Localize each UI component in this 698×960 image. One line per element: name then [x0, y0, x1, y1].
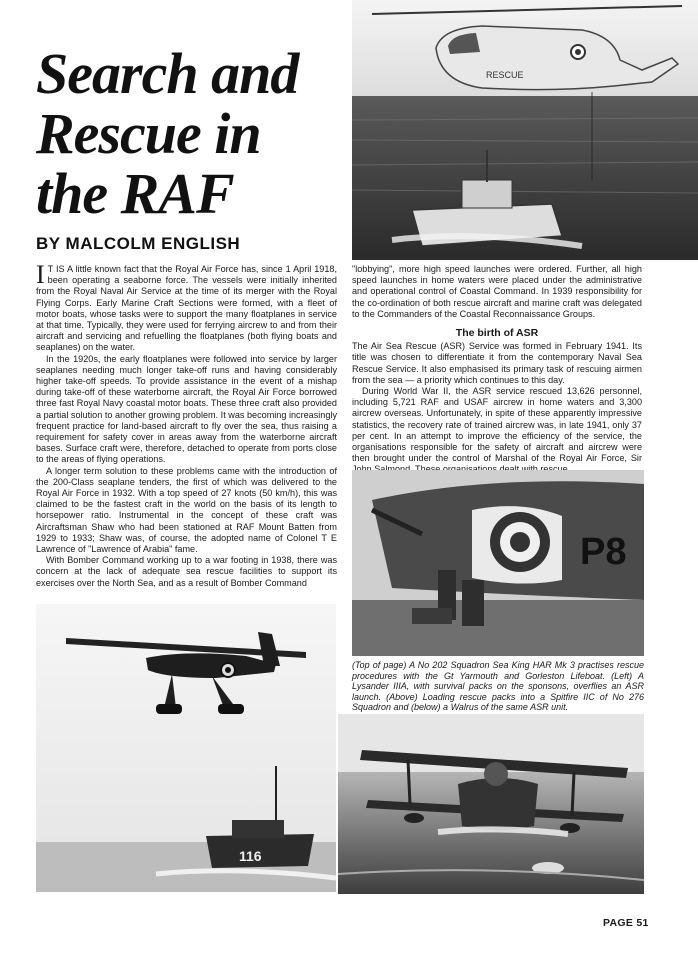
paragraph: With Bomber Command working up to a war footing in 1938, there was concern at the lack of adequate sea rescue facilities to support its exercises over the North Sea, and as a result of Bomber Command [36, 555, 337, 588]
body-column-2 [352, 264, 642, 476]
title-line-2: Rescue in [36, 101, 261, 166]
spitfire-loading-photo [352, 470, 644, 656]
helicopter-marking: RESCUE [486, 70, 524, 80]
lysander-launch-photo [36, 604, 336, 892]
spitfire-code: P8 [580, 531, 627, 573]
page-number: PAGE 51 [603, 917, 649, 929]
drop-cap: I [36, 260, 45, 289]
body-column-1 [36, 260, 337, 589]
launch-number: 116 [239, 848, 262, 864]
byline: BY MALCOLM ENGLISH [36, 234, 241, 253]
title-line-1: Search and [36, 41, 299, 106]
photo-caption: (Top of page) A No 202 Squadron Sea King HAR Mk 3 practises rescue procedures with the Gt Yarmouth and Gorleston Lifeboat. (Left) A Lysander IIIA, with survival packs on the sponsons, overflies an ASR launch. (Above) Loading rescue packs into a Spitfire IIC of No 276 Squadron and (below) a Walrus of the same ASR unit. [352, 660, 644, 713]
article-title [36, 41, 356, 226]
paragraph: In the 1920s, the early floatplanes were followed into service by larger seaplanes needing much longer take-off runs and having considerably higher take-off speeds. To provide assistance in the event of a mishap during take-off of these waterborne aircraft, the Royal Air Force borrowed three fast Royal Navy coastal motor boats. These three craft also provided a partial solution to another growing problem. It was becoming increasingly frequent practice for land-based aircraft to fly over the sea, thus raising a requirement for safety cover in areas away from the waterborne aircraft bases. Surface craft were, therefore, detached to operate from ports close to the areas of flying operations. [36, 353, 337, 465]
paragraph: "lobbying", more high speed launches were ordered. Further, all high speed launches in home waters were placed under the administrative and operational control of Coastal Command. In 1939 responsibility for the co-ordination of both rescue aircraft and marine craft was delegated to the Commanders of the Coastal Reconnaissance Groups. [352, 264, 642, 319]
section-subhead: The birth of ASR [455, 327, 539, 340]
walrus-amphibian-photo [338, 714, 644, 894]
paragraph: I T IS A little known fact that the Royal Air Force has, since 1 April 1918, been operating a seaborne force. The vessels were initially inherited from the Royal Naval Air Service at the time of its merger with the Royal Flying Corps. Early Marine Craft Sections were formed, with a fleet of motor boats, whose tasks were to support the many floatplanes in service at that time. Typically, they were used for ferrying aircrew to and from their aircraft and servicing and refuelling the floatplanes (both flying boats and seaplanes) on the water. [36, 260, 337, 353]
paragraph: A longer term solution to these problems came with the introduction of the 200-Class seaplane tenders, the first of which was delivered to the Royal Air Force in 1932. With a top speed of 27 knots (50 km/h), this was claimed to be the fastest craft in the world on the basis of its length to horsepower ratio. Instrumental in the concept of these craft was Aircraftsman Shaw who had been stationed at RAF Mount Batten from 1929 to 1933; Shaw was, of course, the adopted name of Colonel T E Lawrence of "Lawrence of Arabia" fame. [36, 465, 337, 555]
sea-king-helicopter-photo [352, 0, 698, 260]
title-line-3: the RAF [36, 161, 234, 226]
paragraph: During World War II, the ASR service rescued 13,626 personnel, including 5,721 RAF and USAF aircrew in home waters and 3,300 aircrew overseas. Unfortunately, in spite of these apparently impressive statistics, the recovery rate of trained aircrew was, in late 1941, only 37 per cent. In an attempt to improve the efficiency of the service, the organisations responsible for the safety of aircraft and aircrew were then brought under the control of Marshal of the Royal Air Force, Sir [352, 386, 642, 464]
paragraph: The Air Sea Rescue (ASR) Service was formed in February 1941. Its title was chosen to differentiate it from the contemporary Naval Sea Rescue Service. It also emphasised its primary task of rescuing airmen from the sea — a priority which continues to this day. [352, 341, 642, 385]
